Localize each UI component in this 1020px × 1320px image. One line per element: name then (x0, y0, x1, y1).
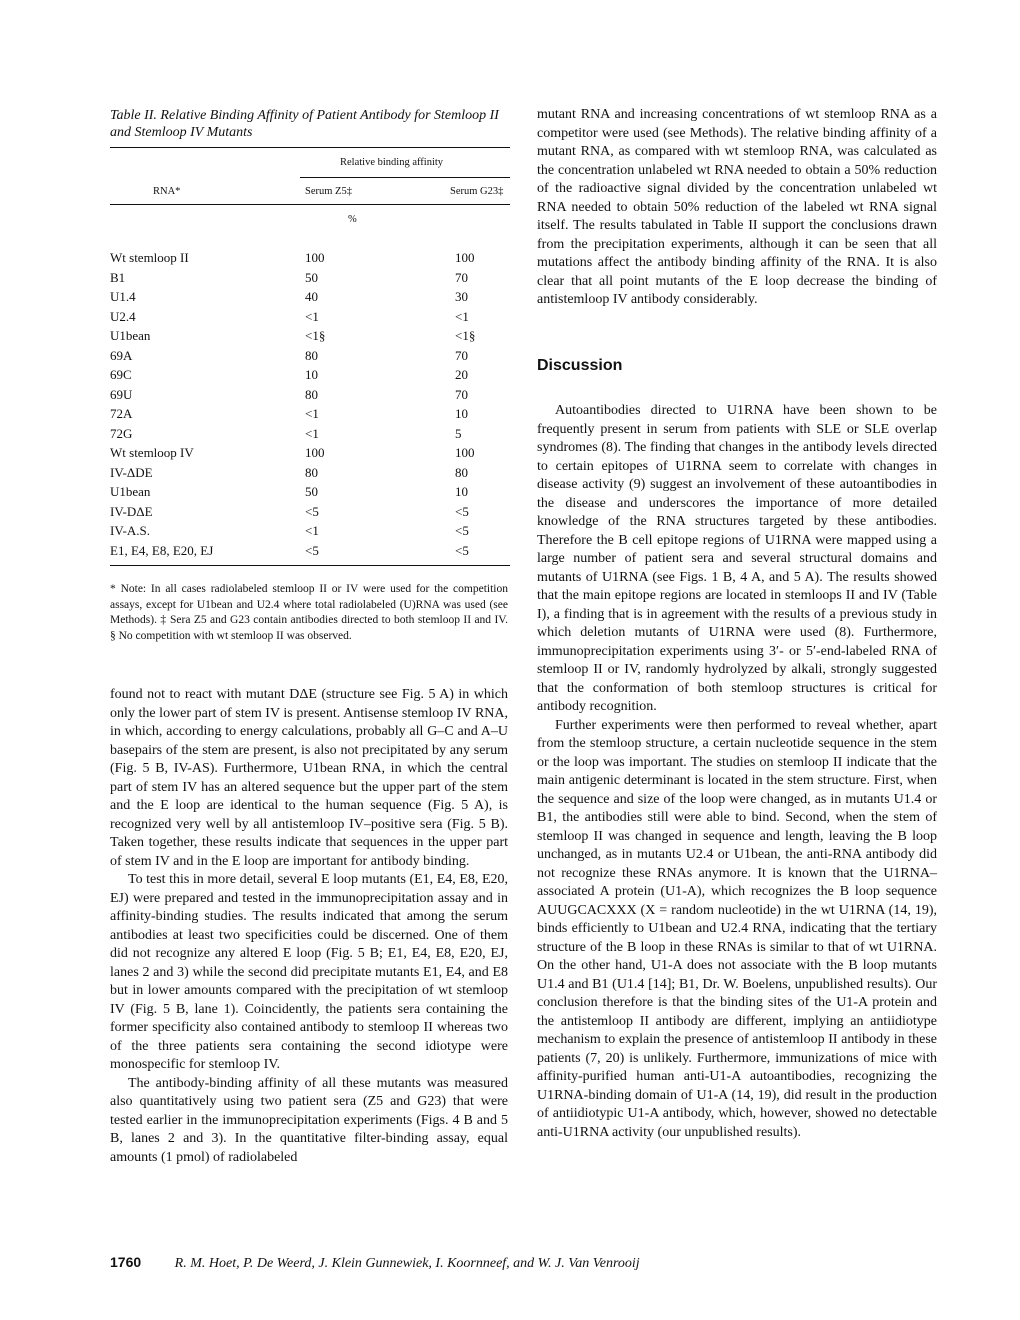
table-row: U1bean 50 10 (110, 484, 468, 499)
page-number: 1760 (110, 1254, 142, 1270)
table-col-rna: RNA* (153, 186, 181, 197)
table-mid-rule (110, 204, 510, 205)
table-col-serum-z5: Serum Z5‡ (305, 186, 352, 197)
left-paragraph-3: The antibody-binding affinity of all these mutants was measured also quantitatively using two patient sera (Z5 and G23) that were tested earlier in the immunoprecipitation experiments (Figs. 4 B and 5 B, lanes 2 and 3). In the quantitative filter-binding assay, equal amounts (1 pmol) of radiolabeled (110, 1075, 508, 1165)
left-paragraph-2: To test this in more detail, several E loop mutants (E1, E4, E8, E20, EJ) were prepared and tested in the immunoprecipitation assay and in affinity-binding studies. The results indicated that among the serum antibodies at least two specificities could be discerned. One of them did not recognize any altered E loop (Fig. 5 B; E1, E4, E8, E20, EJ, lanes 2 and 3) while the second did precipitate mutants E1, E4, and E8 but in lower amounts compared with the precipitation of wt stemloop IV (Fig. 5 B, lane 1). Coincidently, the patients sera containing the former specificity also contained antibody to stemloop II whereas two of the three patients sera containing the second idiotype were monospecific for stemloop IV. (110, 872, 508, 1072)
table-footnote: * Note: In all cases radiolabeled stemloop II or IV were used for the competition assays, except for U1bean and U2.4 where total radiolabeled (U)RNA was used (see Methods). ‡ Sera Z5 and G23 contain antibodies directed to both stemloop II and IV. § No competition with wt stemloop II was observed. (110, 583, 508, 642)
table-row: E1, E4, E8, E20, EJ <5 <5 (110, 542, 469, 558)
right-column-top (537, 106, 937, 310)
table-group-stemloop-iv (110, 445, 510, 562)
discussion-body (537, 402, 937, 1142)
table-row: Wt stemloop IV 100 100 (110, 445, 475, 460)
table-row: 69U 80 70 (110, 386, 468, 402)
running-authors: R. M. Hoet, P. De Weerd, J. Klein Gunnewiek, I. Koornneef, and W. J. Van Venrooij (174, 1256, 640, 1271)
table-header-rule (300, 177, 510, 178)
table-unit: % (348, 214, 357, 225)
discussion-heading: Discussion (537, 357, 623, 374)
table-caption: Table II. Relative Binding Affinity of Patient Antibody for Stemloop II and Stemloop IV Mutants (110, 108, 499, 140)
table-row: 72A <1 10 (110, 406, 468, 421)
table-row: 69A 80 70 (110, 347, 468, 363)
left-column (110, 686, 508, 1167)
table-group-header: Relative binding affinity (340, 157, 444, 168)
table-col-serum-g23: Serum G23‡ (450, 186, 504, 197)
right-paragraph-1: mutant RNA and increasing concentrations of wt stemloop RNA as a competitor were used (see Methods). The relative binding affinity of a mutant RNA, as compared with wt stemloop RNA, was calculated as the concentration unlabeled wt RNA needed to obtain a 50% reduction of the radioactive signal divided by the concentration unlabeled wt RNA needed to obtain 50% reduction of the labeled wt RNA signal itself. The results tabulated in Table II support the conclusions drawn from the precipitation experiments, although it can be seen that all mutations affect the antibody binding affinity of the RNA. It is also clear that all point mutants of the E loop decrease the binding of antistemloop IV antibody considerably. (537, 107, 937, 307)
discussion-paragraph-2: Further experiments were then performed to reveal whether, apart from the stemloop structure, a certain nucleotide sequence in the stem or the loop was important. The studies on stemloop II indicate that the main antigenic determinant is located in the stem structure. First, when the sequence and size of the loop were changed, as in mutants U1.4 or B1, the antibodies still were able to bind. Second, when the stem of stemloop II was changed in sequence and length, leaving the B loop unchanged, as in mutants U2.4 or U1bean, the anti-RNA antibody did not recognize these RNAs anymore. It is known that the U1RNA–associated A protein (U1-A), which recognizes the B loop sequence AUUGCACXXX (X = random nucleotide) in the wt U1RNA (14, 19), binds efficiently to U1bean and U2.4 RNA, indicating that the tertiary structure of the B loop in these RNAs is similar to that of wt U1RNA. On the other hand, U1-A does not associate with the B loop mutants U1.4 and B1 (U1.4 [14]; B1, Dr. W. Boelens, unpublished results). Our conclusion therefore is that the binding sites of the U1-A protein and the antistemloop II antibody are different, implying an antiidiotype mechanism to explain the presence of antistemloop II antibody in these patients (7, 20) is unlikely. Furthermore, immunizations of mice with affinity-purified human anti-U1-A autoantibodies, recognizing the U1RNA-binding domain of U1-A (14, 19), did result in the production of antiidiotypic U1-A antibody, which, however, showed no detectable anti-U1RNA activity (our unpublished results). (537, 717, 937, 1140)
table-row: IV-ΔDE 80 80 (110, 464, 468, 480)
table-row: U1.4 40 30 (110, 289, 468, 304)
table-row: IV-DΔE <5 <5 (110, 503, 469, 519)
table-row: B1 50 70 (110, 269, 468, 285)
table-top-rule (110, 147, 510, 148)
table-row: U1bean <1§ <1§ (110, 328, 476, 343)
table-row: Wt stemloop II 100 100 (110, 250, 475, 265)
table-row: IV-A.S. <1 <5 (110, 523, 469, 538)
discussion-paragraph-1: Autoantibodies directed to U1RNA have been shown to be frequently present in serum from patients with SLE or SLE overlap syndromes (8). The finding that changes in the antibody levels directed to certain epitopes of U1RNA seem to correlate with changes in disease activity (9) suggest an involvement of these autoantibodies in the disease and underscores the importance of more detailed knowledge of the RNA structures targeted by these antibodies. Therefore the B cell epitope regions of U1RNA were mapped using a large number of patient sera and several structural domains and mutants of U1RNA (see Figs. 1 B, 4 A, and 5 A). The results showed that the main epitope regions are located in stemloops II and IV (Table I), a finding that is in agreement with the results of a previous study in which deletion mutants of U1RNA were used (8). Furthermore, immunoprecipitation experiments using 3′- or 5′-end-labeled RNA of stemloop II or IV, randomly hydrolyzed by alkali, strongly suggested that the conformation of both stemloop structures is critical for antibody recognition. (537, 403, 937, 714)
left-paragraph-1: found not to react with mutant DΔE (structure see Fig. 5 A) in which only the lower part of stem IV is present. Antisense stemloop IV RNA, in which, according to energy calculations, probably all G–C and A–U basepairs of the stem are present, is also not precipitated by any serum (Fig. 5 B, IV-AS). Furthermore, U1bean RNA, in which the central part of stem IV has an altered sequence but the upper part of the stem and the E loop are identical to the human sequence (Fig. 5 A), is recognized very well by all antistemloop IV–positive sera (Fig. 5 B). Taken together, these results indicate that sequences in the upper part of stem IV and in the E loop are important for antibody binding. (110, 687, 508, 869)
page-footer (110, 1254, 640, 1272)
table-row: 69C 10 20 (110, 367, 468, 382)
table-group-stemloop-ii (110, 250, 510, 445)
table-row: U2.4 <1 <1 (110, 308, 469, 324)
table-row: 72G <1 5 (110, 425, 462, 441)
table-bottom-rule (110, 565, 510, 566)
